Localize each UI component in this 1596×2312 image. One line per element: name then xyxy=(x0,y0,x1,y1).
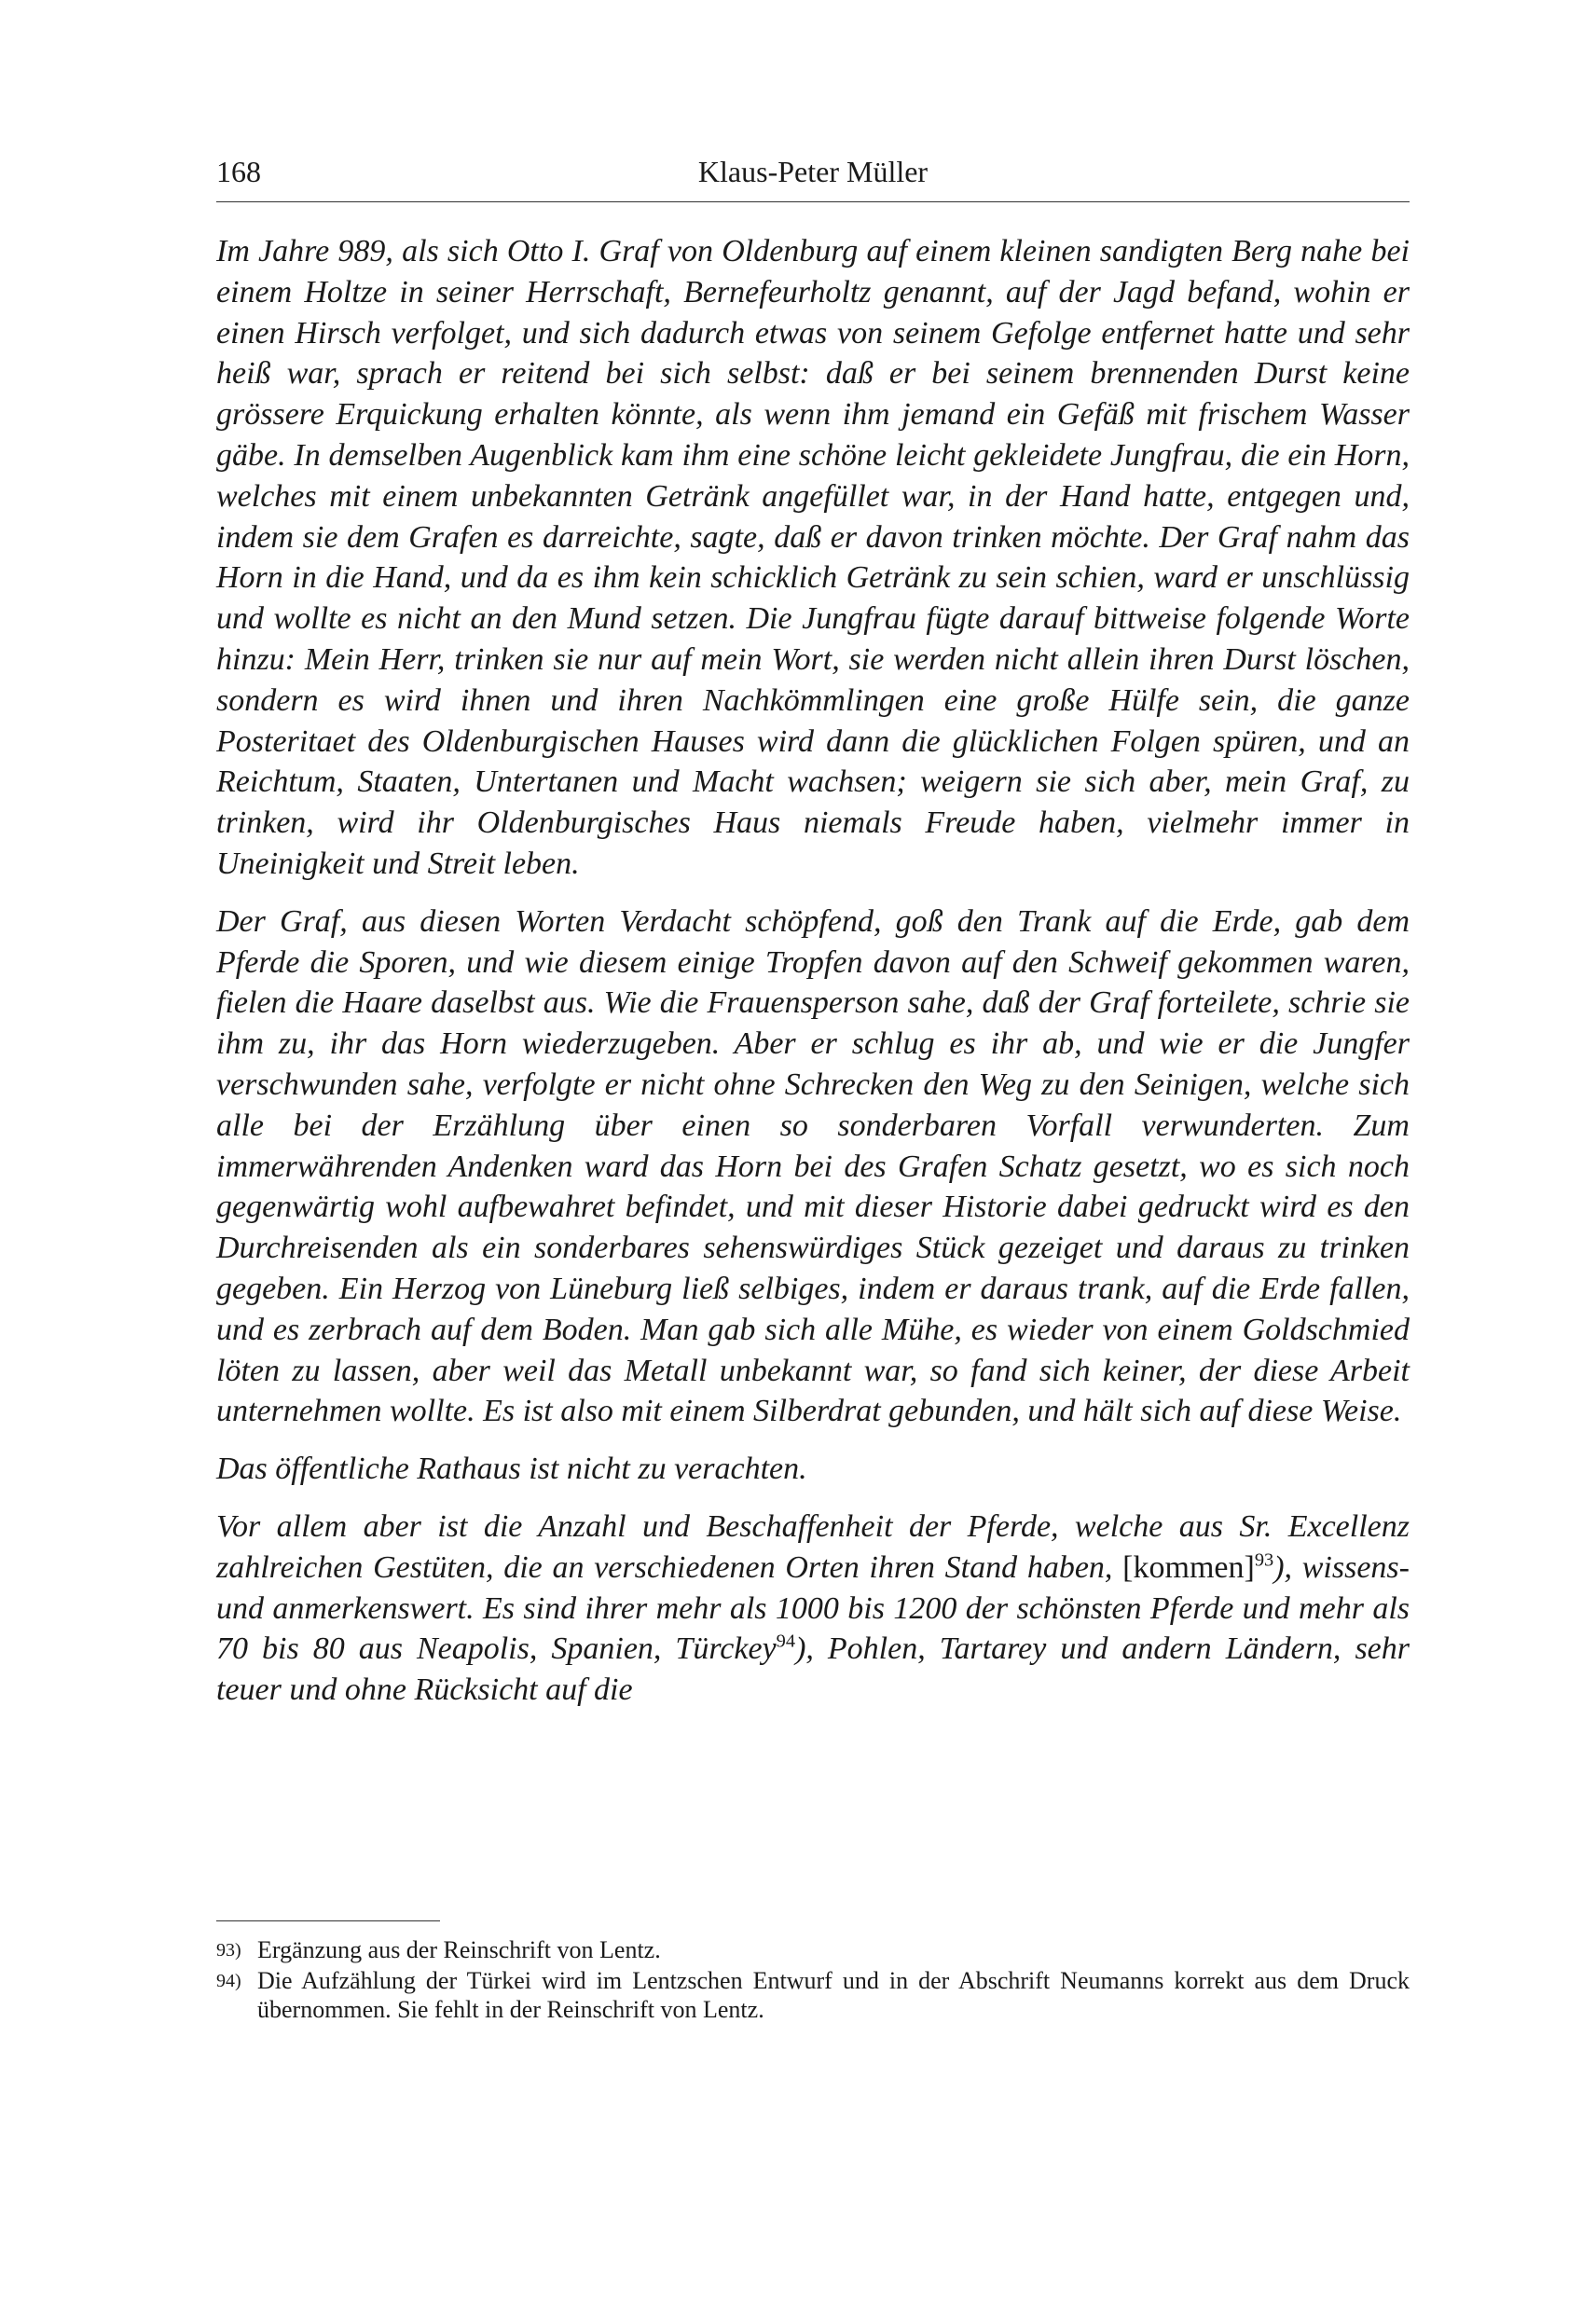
footnote-94 xyxy=(216,1966,1410,2024)
footnote-mark: 93) xyxy=(216,1940,241,1961)
paragraph-4-part-c: ), Pohlen, Tartarey und andern Ländern, sehr teuer und ohne Rücksicht auf die xyxy=(216,1631,1410,1708)
paragraph-1: Im Jahre 989, als sich Otto I. Graf von Oldenburg auf einem kleinen sandigten Berg nahe bei einem Holtze in seiner Herrschaft, Bernefeurholtz genannt, auf der Jagd befand, wohin er einen Hirsch verfolget, und sich dadurch etwas von seinem Gefolge entfernet hatte und sehr heiß war, sprach er reitend bei sich selbst: daß er bei seinem brennenden Durst keine grössere Erquickung erhalten könnte, als wenn ihm jemand ein Gefäß mit frischem Wasser gäbe. In demselben Augenblick kam ihm eine schöne leicht gekleidete Jungfrau, die ein Horn, welches mit einem unbekannten Getränk angefüllet war, in der Hand hatte, entgegen und, indem sie dem Grafen es darreichte, sagte, daß er davon trinken möchte. Der Graf nahm das Horn in die Hand, und da es ihm kein schicklich Getränk zu sein schien, ward er unschlüssig und wollte es nicht an den Mund setzen. Die Jungfrau fügte darauf bittweise folgende Worte hinzu: Mein Herr, trinken sie nur auf mein Wort, sie werden nicht allein ihren Durst löschen, sondern es wird ihnen und ihren Nachkömmlingen eine große Hülfe sein, die ganze Posteritaet des Oldenburgischen Hauses wird dann die glücklichen Folgen spüren, und an Reichtum, Staaten, Untertanen und Macht wachsen; weigern sie sich aber, mein Graf, zu trinken, wird ihr Oldenburgisches Haus niemals Freude haben, vielmehr immer in Uneinigkeit und Streit leben. xyxy=(216,234,1410,881)
paragraph-4 xyxy=(216,1507,1410,1711)
footnote-ref-93[interactable]: 93 xyxy=(1254,1549,1274,1571)
editorial-bracket-insertion: [kommen] xyxy=(1122,1549,1255,1585)
paragraph-4-part-a: Vor allem aber ist die Anzahl und Beschaffenheit der Pferde, welche aus Sr. Excellenz zahlreichen Gestüten, die an verschiedenen Orten ihren Stand haben, xyxy=(216,1508,1410,1585)
paragraph-4-part-b: ), wissens- und anmerkenswert. Es sind ihrer mehr als 1000 bis 1200 der schönsten Pferde und mehr als 70 bis 80 aus Neapolis, Spanien, Türckey xyxy=(216,1549,1410,1667)
running-head-author: Klaus-Peter Müller xyxy=(697,155,929,188)
footnote-text: Die Aufzählung der Türkei wird im Lentzschen Entwurf und in der Abschrift Neumanns korrekt aus dem Druck übernommen. Sie fehlt in der Reinschrift von Lentz. xyxy=(257,1967,1410,2023)
body-text xyxy=(216,231,1410,1727)
footnote-text: Ergänzung aus der Reinschrift von Lentz. xyxy=(257,1936,661,1963)
footnote-ref-94[interactable]: 94 xyxy=(776,1631,796,1652)
footnotes xyxy=(216,1935,1410,2025)
paragraph-2: Der Graf, aus diesen Worten Verdacht schöpfend, goß den Trank auf die Erde, gab dem Pferde die Sporen, und wie diesem einige Tropfen davon auf den Schweif gekommen waren, fielen die Haare daselbst aus. Wie die Frauensperson sahe, daß der Graf forteilete, schrie sie ihm zu, ihr das Horn wiederzugeben. Aber er schlug es ihr ab, und wie er die Jungfer verschwunden sahe, verfolgte er nicht ohne Schrecken den Weg zu den Seinigen, welche sich alle bei der Erzählung über einen so sonderbaren Vorfall verwunderten. Zum immerwährenden Andenken ward das Horn bei des Grafen Schatz gesetzt, wo es sich noch gegenwärtig wohl aufbewahret befindet, und mit dieser Historie dabei gedruckt wird es den Durchreisenden als ein sonderbares sehenswürdiges Stück gezeiget und daraus zu trinken gegeben. Ein Herzog von Lüneburg ließ selbiges, indem er daraus trank, auf die Erde fallen, und es zerbrach auf dem Boden. Man gab sich alle Mühe, es wieder von einem Goldschmied löten zu lassen, aber weil das Metall unbekannt war, so fand sich keiner, der diese Arbeit unternehmen wollte. Es ist also mit einem Silberdrat gebunden, und hält sich auf diese Weise. xyxy=(216,903,1410,1429)
page-number: 168 xyxy=(216,155,261,188)
footnote-divider xyxy=(216,1920,440,1921)
footnote-93 xyxy=(216,1935,1410,1965)
paragraph-3: Das öffentliche Rathaus ist nicht zu verachten. xyxy=(216,1452,807,1487)
running-head xyxy=(216,149,1410,202)
footnote-mark: 94) xyxy=(216,1971,241,1991)
